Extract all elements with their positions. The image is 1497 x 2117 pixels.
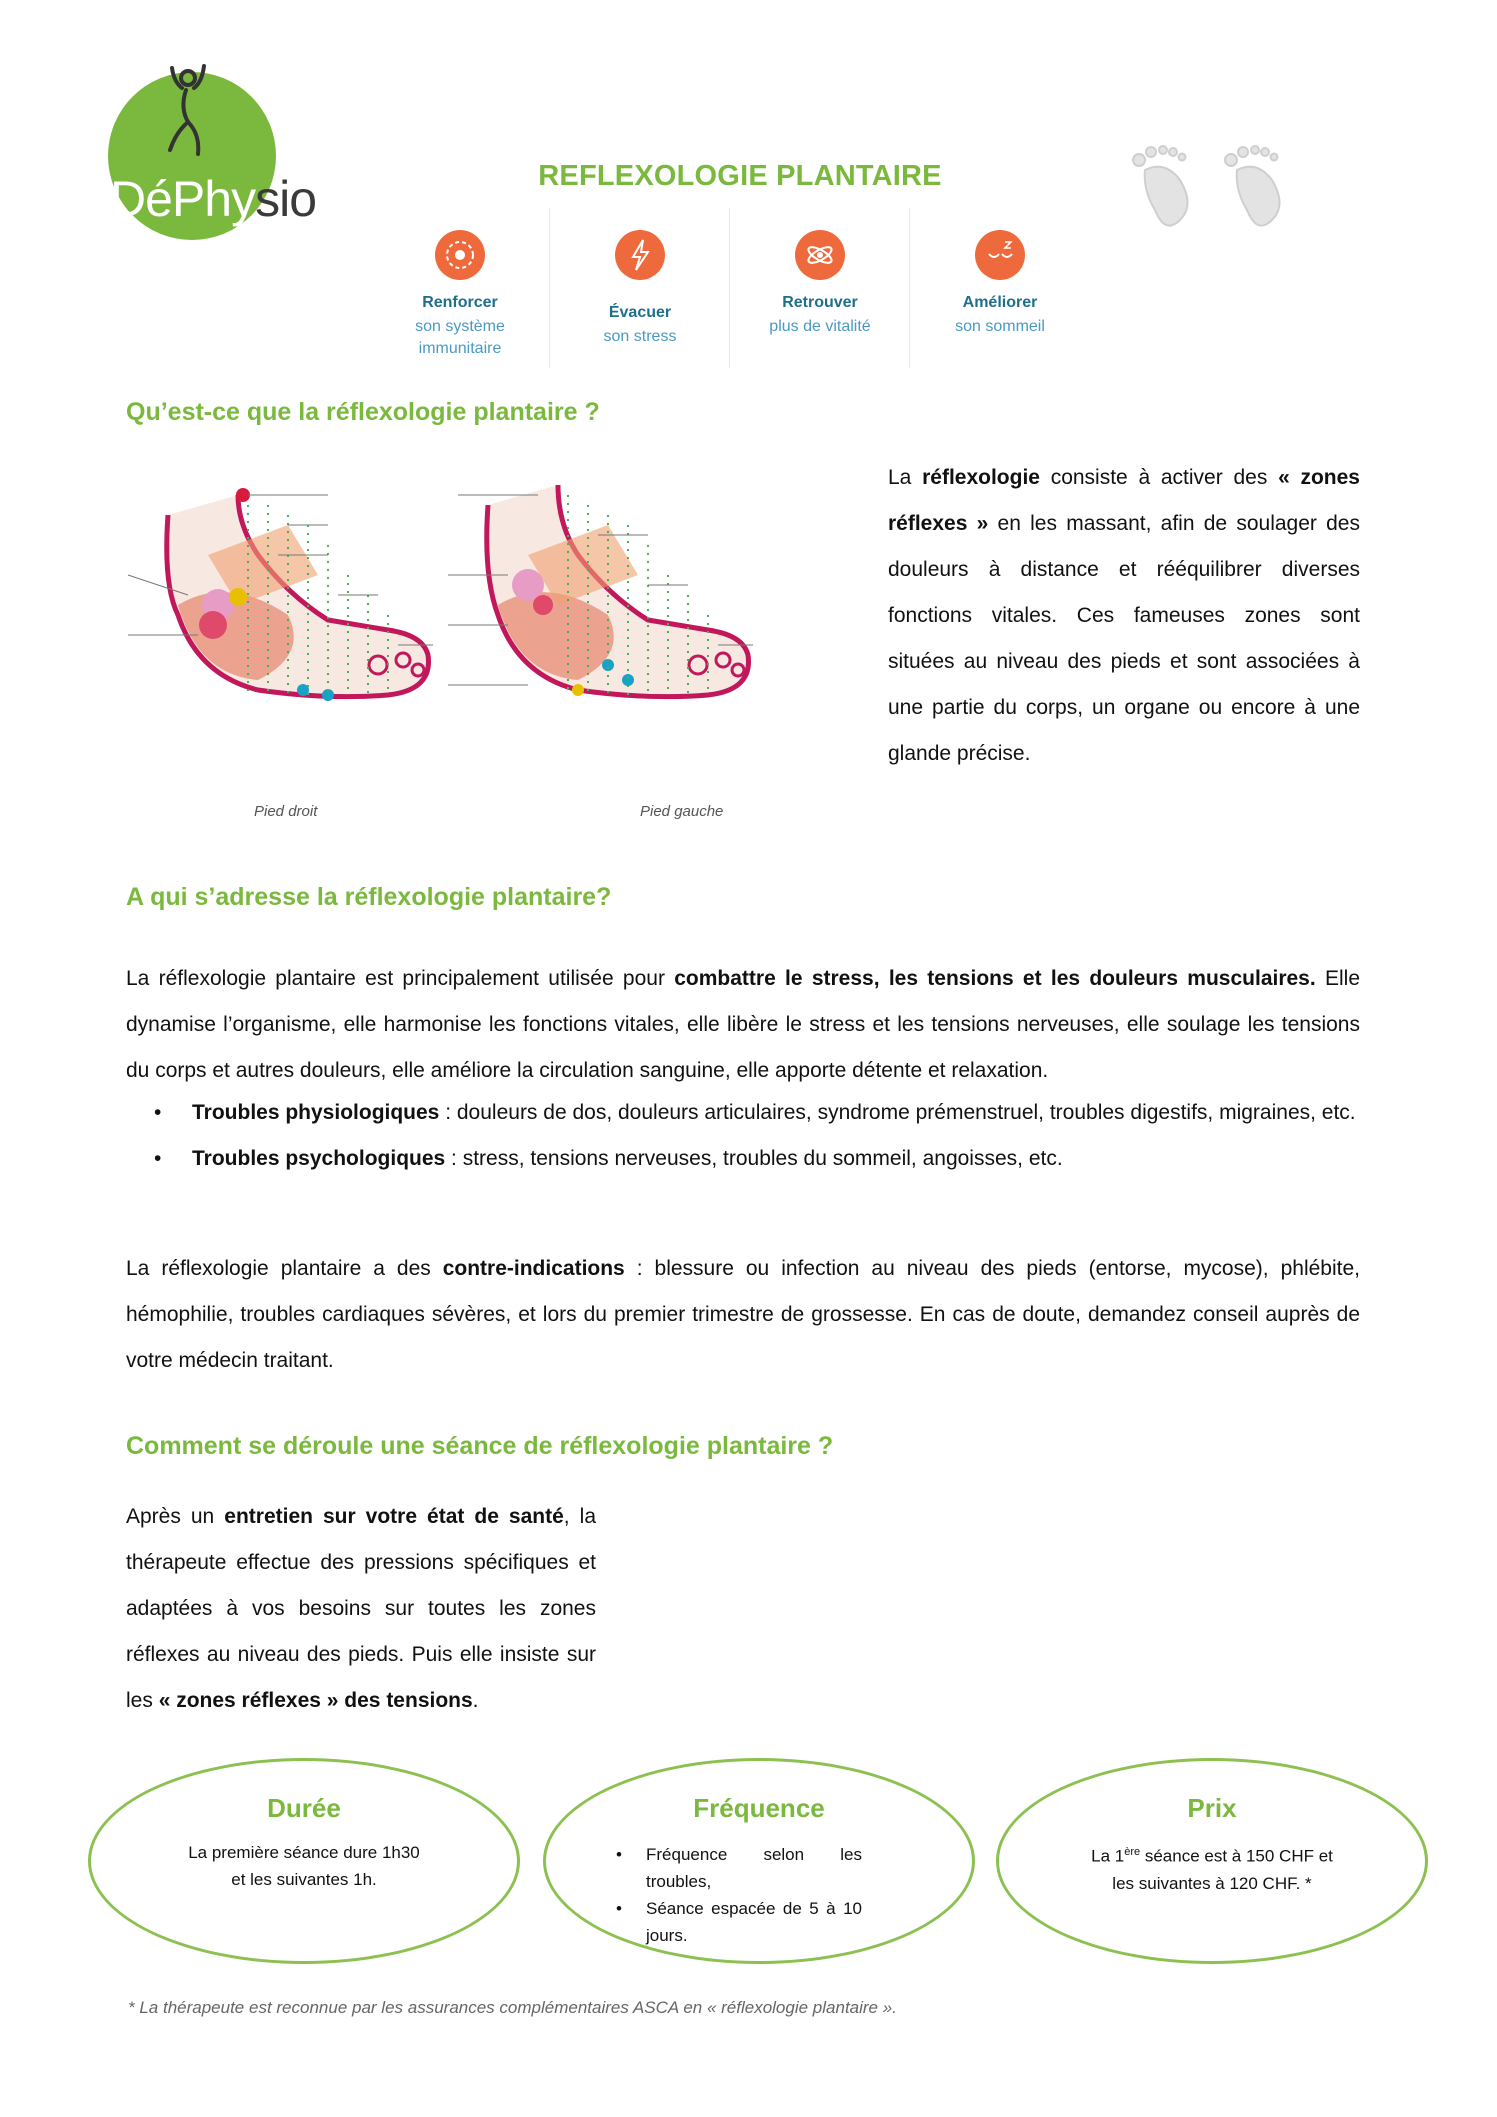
- footnote: * La thérapeute est reconnue par les assurances complémentaires ASCA en « réflexologie plantaire ».: [128, 1998, 897, 2017]
- right-foot-illustration: [128, 488, 433, 701]
- benefit-evacuer: Évacuer son stress: [550, 208, 730, 368]
- bullet-physiological: • Troubles physiologiques : douleurs de dos, douleurs articulaires, syndrome prémenstruel, troubles digestifs, migraines, etc.: [154, 1101, 1356, 1124]
- section2-intro: La réflexologie plantaire est principalement utilisée pour combattre le stress, les tensions et les douleurs musculaires. Elle dynamise l’organisme, elle harmonise les fonctions vitales, elle libère le stress et les tensions nerveuses, elle soulage les tensions du corps et autres douleurs, elle améliore la circulation sanguine, elle apporte détente et relaxation.: [126, 967, 1360, 1082]
- page-title: REFLEXOLOGIE PLANTAIRE: [538, 160, 942, 192]
- benefit-ameliorer: Améliorer son sommeil: [910, 208, 1090, 368]
- duree-text: La première séance dure 1h30 et les suivantes 1h.: [188, 1843, 420, 1889]
- frequence-item: • Séance espacée de 5 à 10 jours.: [612, 1895, 862, 1949]
- benefit-retrouver: Retrouver plus de vitalité: [730, 208, 910, 368]
- frequence-list: [612, 1841, 862, 1949]
- footprints-icon: [1125, 140, 1335, 250]
- frequence-item: • Fréquence selon les troubles,: [612, 1841, 862, 1895]
- atom-icon: [795, 230, 845, 280]
- oval-duree: [88, 1758, 520, 1964]
- duree-title: Durée: [267, 1793, 341, 1823]
- shield-icon: [435, 230, 485, 280]
- sleep-icon: [975, 230, 1025, 280]
- oval-frequence: [543, 1758, 975, 1964]
- prix-title: Prix: [1187, 1793, 1237, 1823]
- section3-text: Après un entretien sur votre état de santé, la thérapeute effectue des pressions spécifiques et adaptées à vos besoins sur toutes les zones réflexes au niveau des pieds. Puis elle insiste sur les « zones réflexes » des tensions.: [126, 1505, 596, 1712]
- frequence-title: Fréquence: [693, 1793, 825, 1823]
- section2-heading: A qui s’adresse la réflexologie plantaire?: [126, 883, 612, 911]
- caption-left-foot: Pied gauche: [640, 803, 724, 820]
- section3-heading: Comment se déroule une séance de réflexologie plantaire ?: [126, 1432, 834, 1460]
- bullet-psychological: • Troubles psychologiques : stress, tensions nerveuses, troubles du sommeil, angoisses, etc.: [154, 1147, 1063, 1170]
- benefit-renforcer: Renforcer son système immunitaire: [370, 208, 550, 368]
- section2-contraindications: La réflexologie plantaire a des contre-indications : blessure ou infection au niveau des pieds (entorse, mycose), phlébite, hémophilie, troubles cardiaques sévères, et lors du premier trimestre de grossesse. En cas de doute, demandez conseil auprès de votre médecin traitant.: [126, 1257, 1360, 1372]
- section1-text: La réflexologie consiste à activer des « zones réflexes » en les massant, afin de soulager des douleurs à distance et rééquilibrer diverses fonctions vitales. Ces fameuses zones sont situées au niveau des pieds et sont associées à une partie du corps, un organe ou encore à une glande précise.: [888, 466, 1360, 765]
- section1-heading: Qu’est-ce que la réflexologie plantaire ?: [126, 398, 600, 426]
- left-foot-illustration: [448, 485, 753, 697]
- logo: [108, 62, 348, 252]
- oval-prix: [996, 1758, 1428, 1964]
- logo-text: DéPhysio: [110, 171, 317, 227]
- caption-right-foot: Pied droit: [254, 803, 318, 820]
- lightning-icon: [615, 230, 665, 280]
- benefits-strip: [370, 208, 1090, 368]
- foot-reflexology-diagram: [88, 465, 868, 775]
- section2-bullets: [126, 1090, 1360, 1182]
- stick-figure-icon: [158, 62, 218, 162]
- prix-text: La 1ère séance est à 150 CHF et les suivantes à 120 CHF. *: [1091, 1846, 1333, 1893]
